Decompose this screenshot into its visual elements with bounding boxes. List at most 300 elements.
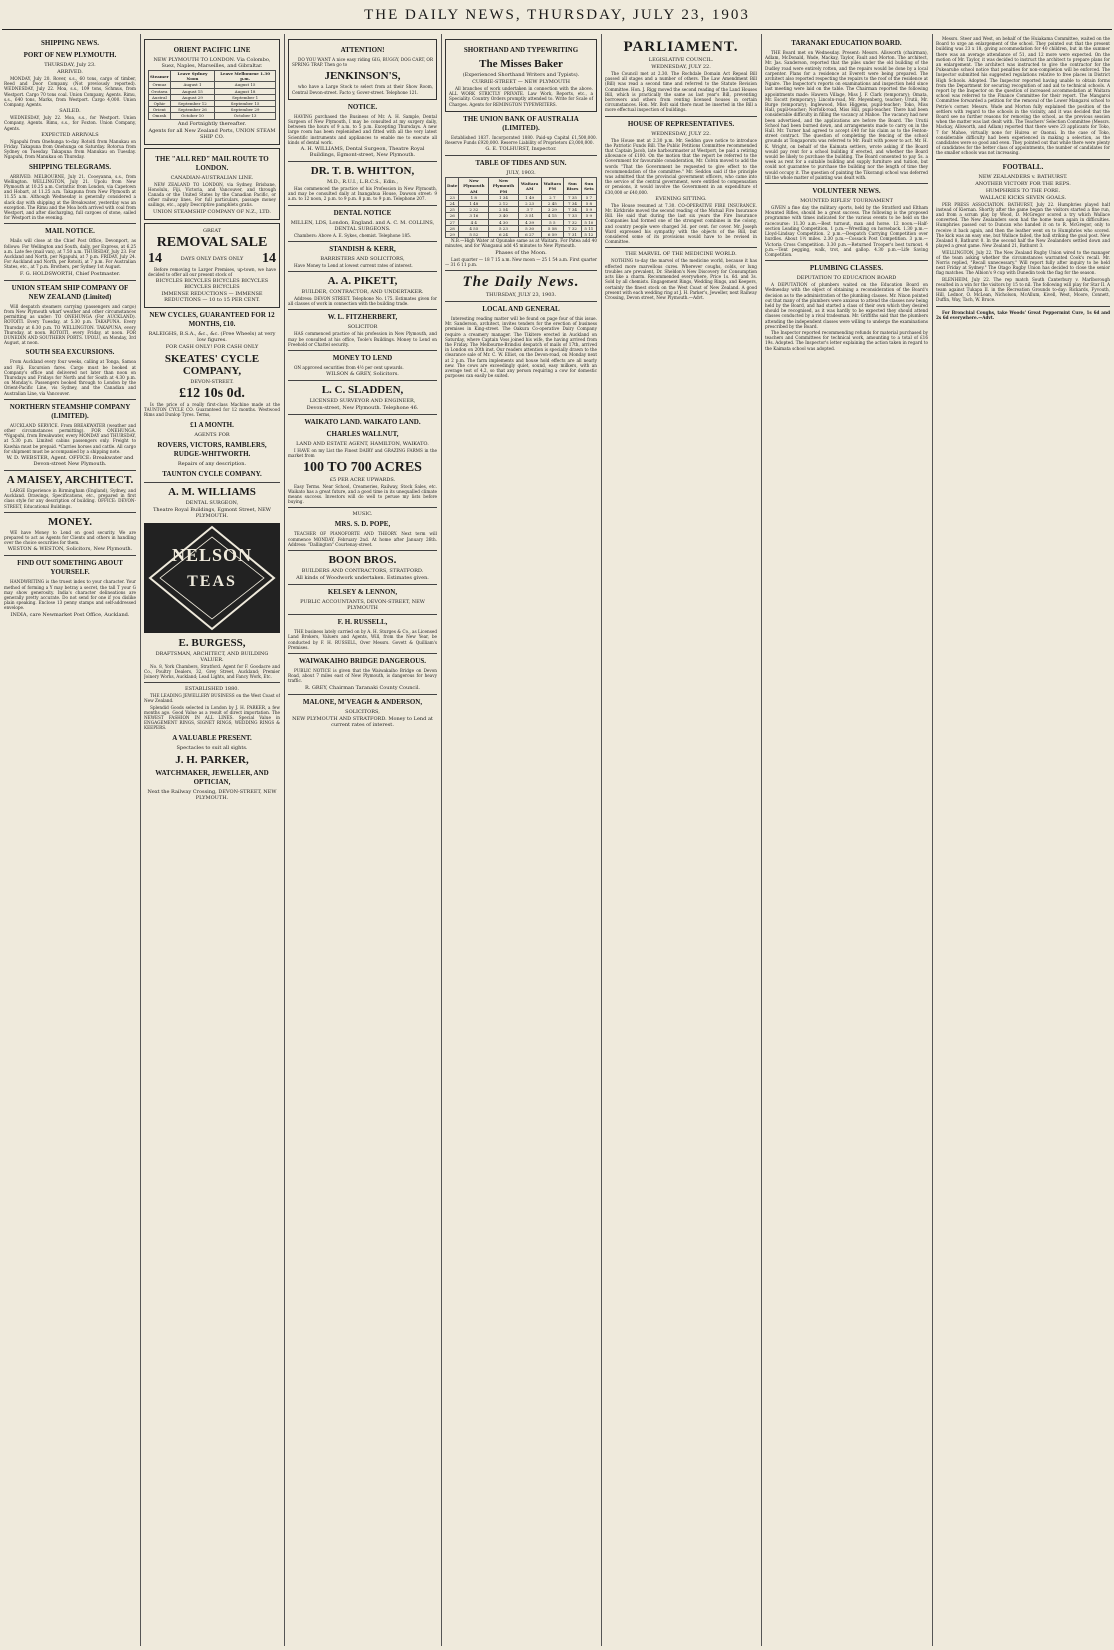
- fitzherbert-subheading: SOLICITOR: [347, 324, 378, 331]
- millen-text: Chambers: Above A. E. Sykes, chemist. Telephone 185.: [294, 232, 412, 238]
- table-cell: 28: [446, 225, 459, 231]
- all-red-subheading: CANADIAN-AUSTRALIAN LINE.: [170, 174, 254, 181]
- divider: [4, 555, 136, 556]
- nelson-logo-text: NELSON: [171, 544, 253, 565]
- skeates-address: DEVON-STREET.: [190, 379, 234, 386]
- council-heading: LEGISLATIVE COUNCIL.: [648, 57, 714, 63]
- table-cell: 3 51: [518, 213, 541, 219]
- column-advertisements-2: [288, 36, 437, 1644]
- table-cell: September 15: [215, 101, 276, 107]
- table-cell: September 29: [215, 107, 276, 113]
- column-separator: [932, 34, 933, 1646]
- malone-subheading: SOLICITORS,: [345, 708, 380, 715]
- whitton-text: Has commenced the practice of his Profession in New Plymouth, and may be consulted daily at Inangahua House, Dawson street: 9 a.m. to 12 noon, 2 p.m. to 9 p.m. 8 p.m. to 9 p.m. Telephone 207.: [288, 186, 437, 202]
- table-cell: 6 59: [541, 232, 564, 238]
- pikett-heading: A. A. PIKETT,: [327, 275, 398, 288]
- table-cell: Omrah: [149, 113, 171, 119]
- table-cell: 24: [446, 201, 459, 207]
- taunton-heading: TAUNTON CYCLE COMPANY.: [162, 469, 262, 478]
- money-to-lend-signature: WILSON & GREY, Solicitors.: [326, 371, 399, 378]
- schedule-header: Leave Melbourne 1.30 p.m.: [215, 71, 276, 82]
- orient-heading: ORIENT PACIFIC LINE: [173, 46, 251, 54]
- jenkinson-heading: JENKINSON'S,: [324, 70, 401, 83]
- masthead-title: THE DAILY NEWS, THURSDAY, JULY 23, 1903: [364, 7, 750, 23]
- blenheim-text: BLENHEIM, July 22. The rep match South Canterbury v. Marlborough resulted in a win for the visitors by 15 to nil. The following will play for Star II. A team against Tukapa II. in the Recreation Grounds to-day: Rickards, Fyvouth, Hill, Lednor, O. McLean, Nicholson, McAllum, Kivell, West, Moore, Connett, Duffin, Way, Tach, W. Bruce.: [936, 276, 1110, 303]
- divider: [4, 399, 136, 400]
- plumbing-subheading: DEPUTATION TO EDUCATION BOARD: [796, 275, 897, 282]
- pikett-text: Address: DEVON STREET. Telephone No. 175. Estimates given for all classes of work in connection with the building trade.: [288, 296, 437, 307]
- all-red-signature: UNION STEAMSHIP COMPANY OF N.Z., LTD.: [153, 208, 271, 215]
- table-cell: 5 5: [541, 219, 564, 225]
- orient-subheading: NEW PLYMOUTH TO LONDON. Via Colombo, Suez, Naples, Marseilles, and Gibraltar.: [153, 57, 271, 69]
- football-subheading-4: WALLACE KICKS SEVEN GOALS.: [979, 194, 1067, 201]
- table-cell: October 13: [215, 113, 276, 119]
- tide-header: New Plymouth PM: [489, 178, 519, 195]
- schedule-header: Leave Sydney Noon: [170, 71, 214, 82]
- daily-news-title: The Daily News.: [462, 274, 580, 291]
- table-cell: 5 58: [541, 225, 564, 231]
- northern-heading: NORTHERN STEAMSHIP COMPANY (LIMITED).: [9, 402, 131, 420]
- column-separator: [441, 34, 442, 1646]
- tide-note: N.B.—High Water at Opunake same as at Waitara. For Patea add 40 minutes, and for Wanganui add 45 minutes to New Plymouth.: [445, 238, 597, 249]
- telegrams-heading: SHIPPING TELEGRAMS.: [29, 162, 111, 171]
- kelsey-subheading: PUBLIC ACCOUNTANTS, DEVON-STREET, NEW PLYMOUTH: [300, 599, 425, 612]
- standish-heading: STANDISH & KERR,: [329, 244, 396, 253]
- boon-subheading: BUILDERS AND CONTRACTORS, STRATFORD.: [301, 568, 424, 575]
- baker-address: CURRIE-STREET — NEW PLYMOUTH: [472, 79, 570, 85]
- tide-header: New Plymouth AM: [459, 178, 489, 195]
- established-label: ESTABLISHED 1880.: [184, 686, 240, 693]
- table-cell: 25: [446, 207, 459, 213]
- table-cell: 4 30: [489, 219, 519, 225]
- union-steam-text: Will despatch steamers carrying (passengers and cargo) from New Plymouth wharf weather and other circumstances permitting as under: TO ONEHUNGA (For AUCKLAND). ROTOITI. Every Tuesday, at 5.30 p.m. TAKAPUNA. Every Thursday at 6.30 p.m. TO WELLINGTON. TAKAPUNA, every Thursday, at noon. ROTOITI, every Friday, at noon. FOR DUNEDIN AND SOUTHERN PORTS. UPOLU, on Monday, 3rd August, at noon.: [4, 303, 136, 346]
- tide-header: Sun Rises: [564, 178, 582, 195]
- maisey-text: LARGE Experience in Birmingham (England), Sydney, and Auckland. Drawings, Specifications, etc., prepared in first class style for any description of building. OFFICE: DEVON-STREET, Educational Buildings.: [4, 487, 136, 509]
- table-cell: 6 27: [518, 232, 541, 238]
- raleighs-text: RALEIGHS, B.S.A., &c., &c. (Free Wheels) at very low figures.: [148, 331, 276, 344]
- malone-heading: MALONE, M'VEAGH & ANDERSON,: [302, 697, 423, 706]
- notice-signature: A. H. WILLIAMS, Dental Surgeon, Theatre Royal Buildings, Egmont-street, New Plymouth.: [300, 146, 425, 159]
- local-general-heading: LOCAL AND GENERAL: [482, 305, 560, 314]
- divider: [445, 155, 597, 156]
- money-text: WE have Money to Lend on good security. We are prepared to act as Agents for Clients and others in handling over the choice securities for them.: [4, 529, 136, 546]
- music-heading: MUSIC.: [352, 511, 373, 518]
- plumbing-text-2: The Inspector reported recommending refunds for material purchased by teachers and Committees for technical work, amounting to a total of £16 19s. Adopted. The Inspector's letter explaining the action taken in regard to the Kaimata school was adopted.: [765, 329, 928, 351]
- column-separator: [601, 34, 602, 1646]
- wallnut-subheading: LAND AND ESTATE AGENT, HAMILTON, WAIKATO.: [296, 441, 429, 448]
- table-cell: 5 11: [581, 225, 596, 231]
- notice-heading: NOTICE.: [347, 102, 378, 111]
- table-cell: 5 52: [459, 232, 489, 238]
- days-number: 14: [148, 250, 162, 266]
- tide-table: [445, 177, 597, 238]
- house-text: The House met at 2.30 p.m. Mr. Seddon gave notice to introduce the Patriotic Funds Bill. The Public Petitions Committee recommended that Captain Jacob, late harbourmaster at Westport, be paid a retiring allowance of £100. On the motion that the report be referred to the Government for favourable consideration, Mr. Colvin moved to add the words "That the Government be requested to give effect to the recommendation of the committee." Mr. Seddon said if the principle was admitted that the provincial government officers, who came into the service of the central government, were entitled to compensation or pensions, it would involve the Government in an expenditure of £30,000 or £40,000.: [605, 137, 757, 195]
- table-cell: September 12: [170, 101, 214, 107]
- table-cell: Orotava: [149, 88, 171, 94]
- column-separator: [140, 34, 141, 1646]
- parliament-heading: PARLIAMENT.: [623, 39, 739, 55]
- table-cell: 5 30: [518, 225, 541, 231]
- pope-text: TEACHER OF PIANOFORTE AND THEORY. Next term will commence MONDAY, February 2nd. At home after January 26th. Address: "Dallington" Courtenay-street.: [288, 531, 437, 547]
- williams-address: Theatre Royal Buildings, Egmont Street, NEW PLYMOUTH.: [153, 506, 271, 519]
- football-text: PER PRESS ASSOCIATION. BATHURST, July 22. Humphries played half instead of Kiernan. Shortly after the game began the visitors started a fine run, and from a scrum play by Wood, D. McGregor scored a try which Wallace converted. The New Zealanders soon had the home team again in difficulties. Humphries passed out to Duncan who handed it on to R. McGregor, only to receive it back again, and then the leather went on to Humphries who scored. The kick was an easy one, but Wallace failed, the ball striking the goal post. New Zealand 8, Bathurst 0. In the second half the New Zealanders settled down and played a great game. New Zealand 21, Bathurst 3.: [936, 201, 1110, 249]
- baker-subheading: (Experienced Shorthand Writers and Typists).: [462, 72, 580, 78]
- bridge-heading: WAIWAKAIHO BRIDGE DANGEROUS.: [299, 656, 426, 665]
- maisey-heading: A MAISEY, ARCHITECT.: [6, 473, 134, 486]
- table-cell: 2 32: [459, 207, 489, 213]
- house-heading: HOUSE OF REPRESENTATIVES.: [627, 119, 735, 128]
- table-cell: 3 40: [489, 213, 519, 219]
- days-only-banner: [148, 251, 276, 267]
- shipping-heading: SHIPPING NEWS.: [41, 39, 99, 47]
- all-red-route-ad: [144, 148, 280, 220]
- money-signature: WESTON & WESTON, Solicitors, New Plymouth.: [7, 546, 133, 553]
- divider: [288, 694, 437, 695]
- price-label: £12 10s 0d.: [179, 386, 245, 402]
- daily-news-date: THURSDAY, JULY 23, 1903.: [485, 292, 557, 299]
- notice-text: HAVING purchased the Business of Mr. A. H. Sample, Dental Surgeon of New Plymouth, I may be consulted at my surgery daily, between the hours of 9 a.m. to 5 p.m. Excepting Thursdays. A new large room has been replenished and fitted with all the very latest Scientific instruments and appliances to enable me to execute all kinds of dental work.: [288, 113, 437, 145]
- pope-heading: MRS. S. D. POPE,: [334, 520, 391, 529]
- table-cell: August 15: [170, 88, 214, 94]
- removal-text: Before removing to Larger Premises, up-town, we have decided to offer all our present stock of: [148, 266, 276, 277]
- removal-sale-ad: [144, 223, 280, 308]
- table-cell: 3 29: [541, 207, 564, 213]
- northern-signature: W. D. WEBSTER, Agent. OFFICE: Breakwater and Devon-street New Plymouth.: [6, 454, 134, 467]
- valuable-present-heading: A VALUABLE PRESENT.: [172, 733, 252, 742]
- divider: [288, 380, 437, 381]
- table-cell: 5 7: [581, 194, 596, 200]
- standish-subheading: BARRISTERS AND SOLICITORS,: [320, 255, 405, 262]
- table-cell: 1 8: [459, 194, 489, 200]
- mail-heading: MAIL NOTICE.: [45, 227, 95, 236]
- parker-heading: J. H. PARKER,: [175, 753, 249, 766]
- table-cell: 6 24: [489, 232, 519, 238]
- tide-table-heading: TABLE OF TIDES AND SUN.: [475, 159, 567, 168]
- orient-pacific-ad: [144, 39, 280, 145]
- football-heading: FOOTBALL.: [1002, 162, 1044, 171]
- all-red-heading: THE "ALL RED" MAIL ROUTE TO LONDON.: [155, 154, 269, 172]
- repairs-text: Repairs of any description.: [177, 460, 247, 467]
- bridge-text: PUBLIC NOTICE is given that the Waiwakaiho Bridge on Devon Road, about 7 miles east of New Plymouth, is dangerous for heavy traffic.: [288, 667, 437, 684]
- baker-heading: The Misses Baker: [479, 58, 563, 70]
- jenkinson-text: who have a Large Stock to select from at their Show Room, Central Devon-street. Facto y, Gover-street. Telephone 121.: [292, 84, 433, 95]
- boon-text: All kinds of Woodwork undertaken. Estimates given.: [296, 575, 429, 582]
- great-label: GREAT: [202, 227, 222, 234]
- column-parliament: [605, 36, 757, 1644]
- council-date: WEDNESDAY, JULY 22.: [651, 64, 711, 70]
- table-cell: 3 16: [459, 213, 489, 219]
- shorthand-ad: [445, 39, 597, 112]
- table-cell: 5 8: [581, 201, 596, 207]
- table-cell: 2 45: [541, 201, 564, 207]
- divider: [288, 653, 437, 654]
- table-cell: October 10: [170, 113, 214, 119]
- education-board-heading: TARANAKI EDUCATION BOARD.: [791, 39, 902, 47]
- column-advertisements-1: [144, 36, 280, 1644]
- wellington-text: WELLINGTON, July 22. The New Zealand Rugby Union wired to the manager of the team asking whether the circumstances warranted Cook's recall. Mr. Norris replied, "Recall unnecessary." Will report fully after inquiry to be held next Friday at Sydney." The Otago Rugby Union has decided to close the senior flag matches. The Albion's 9 cup with Dunedin took the flag for the season.: [936, 249, 1110, 276]
- table-cell: 4 4: [459, 219, 489, 225]
- table-cell: Orient: [149, 107, 171, 113]
- plumbing-text: A DEPUTATION of plumbers waited on the Education Board on Wednesday with the object of obtaining a reconsideration of the Board's decision as to the administration of the plumbing classes. Mr. Nixon pointed out that many of the plumbers were anxious to attend the classes now being held by the Board, and had started a class of their own which they desired should be recognised, as it was hardly to be expected they should attend classes conducted by a rival tradesman. Mr. Griffiths said that the plumbers attending the independent classes were willing to undergo the examinations prescribed by the Board.: [765, 282, 928, 329]
- attention-ad: [288, 39, 437, 100]
- mail-text: Mails will close at the Chief Post Office, Devonport, as follows: For Wellington and South, daily, per Express, at 6.25 a.m. Late fee (mail van), at 7.50 a.m. THURSDAY, July 23. For Auckland and North, per Ngapuhi, at 7 p.m. FRIDAY, July 24. For Auckland and North, per Rotoiti, at 7 p.m. For Australian States, etc., at 7 p.m. Brothers, per Sydney 1st August.: [4, 238, 136, 270]
- divider: [144, 682, 280, 683]
- table-cell: 5 9: [581, 213, 596, 219]
- divider: [4, 512, 136, 513]
- excursion-heading: SOUTH SEA EXCURSIONS.: [25, 348, 115, 357]
- divider: [288, 205, 437, 206]
- money-to-lend-heading: MONEY TO LEND: [332, 354, 393, 363]
- acres-heading: 100 TO 700 ACRES: [303, 459, 422, 475]
- fitzherbert-heading: W. L. FITZHERBERT,: [327, 313, 398, 322]
- column-education-board: [765, 36, 928, 1644]
- table-row: [446, 232, 597, 238]
- column-separator: [761, 34, 762, 1646]
- table-cell: 2 54: [489, 207, 519, 213]
- tide-header: Waitara PM: [541, 178, 564, 195]
- plumbing-heading: PLUMBING CLASSES.: [809, 264, 884, 273]
- masthead-rule: [2, 29, 1112, 30]
- whitton-heading: DR. T. B. WHITTON,: [310, 165, 415, 178]
- malone-text: NEW PLYMOUTH AND STRATFORD. Money to Lend at current rates of interest.: [292, 715, 433, 728]
- tide-header: Sun Sets: [581, 178, 596, 195]
- table-cell: 5 12: [581, 232, 596, 238]
- column-separator: [284, 34, 285, 1646]
- sailed-heading: SAILED.: [59, 108, 81, 115]
- table-cell: 5 23: [489, 225, 519, 231]
- table-cell: Austral: [149, 94, 171, 100]
- shipping-date: THURSDAY, July 23.: [44, 62, 96, 68]
- sailed-text: WEDNESDAY, July 22. Moa, s.s., for Westport. Union Company, Agents. Rimu, s.s., for Foxton. Union Company, Agents.: [4, 115, 136, 131]
- divider: [288, 271, 437, 272]
- divider: [605, 247, 757, 248]
- table-cell: 29: [446, 232, 459, 238]
- table-cell: 7 31: [564, 232, 582, 238]
- evening-text: The House resumed at 7.30. CO-OPERATIVE FIRE INSURANCE. Mr. Kirkbride moved the second reading of the Mutual Fire Insurance Bill. He said that during the last six years the Fire Insurance Companies had formed one of the strongest combines in the colony, and country people were charged 3d. per cent. for cover. Mr. Joseph Ward expressed his sympathy with the objects of the Bill, but considered some of its provisions would have to be revised in Committee.: [605, 202, 757, 245]
- divider: [288, 614, 437, 615]
- whitton-subheading: M.D., R.U.I., L.R.C.S., Edin.,: [326, 179, 399, 186]
- bicycles-list: BICYCLES BICYCLES BICYCLES BICYCLES BICYCLES BICYCLES: [155, 278, 269, 291]
- cash-only-label: FOR CASH ONLY! FOR CASH ONLY: [165, 344, 259, 351]
- divider: [288, 414, 437, 415]
- parker-subheading: WATCHMAKER, JEWELLER, AND OPTICIAN,: [155, 768, 269, 786]
- kelsey-heading: KELSEY & LENNON,: [327, 588, 398, 597]
- table-cell: August 18: [215, 88, 276, 94]
- masthead: [0, 0, 1114, 30]
- all-red-text: NEW ZEALAND TO LONDON, via Sydney, Brisbane, Honolulu, Fiji, Victoria, and Vancouver, and through Canada or the United States by the Canadian Pacific, or other railway lines. For full particulars, passage money sailings, etc., apply Descriptive pamphlets gratis.: [148, 181, 276, 208]
- expected-heading: EXPECTED ARRIVALS: [41, 131, 99, 138]
- divider: [144, 482, 280, 483]
- divider: [4, 223, 136, 224]
- days-only-label: DAYS ONLY DAYS ONLY: [180, 255, 244, 262]
- arrived-heading: ARRIVED.: [57, 69, 83, 75]
- column-editorial-1: [445, 36, 597, 1644]
- table-cell: 2 23: [518, 201, 541, 207]
- union-bank-heading: THE UNION BANK OF AUSTRALIA (LIMITED).: [463, 114, 579, 132]
- days-number: 14: [261, 250, 276, 266]
- divider: [445, 301, 597, 302]
- table-cell: 7 32: [564, 219, 582, 225]
- table-cell: 7 32: [564, 225, 582, 231]
- divider: [605, 116, 757, 117]
- brands-list: ROVERS, VICTORS, RAMBLERS, RUDGE-WHITWORTH.: [157, 440, 267, 458]
- tide-header: Date: [446, 178, 459, 195]
- table-cell: 27: [446, 219, 459, 225]
- table-cell: Ormuz: [149, 82, 171, 88]
- orient-footer: And Fortnightly thereafter.: [177, 120, 247, 127]
- baker-text: All branches of work undertaken in connection with the above. ALL WORK STRICTLY PRIVATE. Law Work, Reports, etc., a Speciality. Country Orders promptly attended to. Write for Scale of Charges. Agents for REMINGTON TYPEWRITERS.: [449, 86, 593, 107]
- russell-heading: F. H. RUSSELL,: [337, 618, 388, 627]
- acres-subheading: £5 PER ACRE UPWARDS.: [329, 476, 396, 483]
- table-cell: 2 7: [541, 194, 564, 200]
- boon-heading: BOON BROS.: [328, 554, 397, 567]
- teas-logo-text: TEAS: [187, 572, 237, 590]
- divider: [288, 309, 437, 310]
- burgess-heading: E. BURGESS,: [178, 636, 246, 649]
- divider: [4, 280, 136, 281]
- divider: [936, 306, 1110, 307]
- williams-heading: A. M. WILLIAMS: [168, 485, 256, 498]
- table-cell: August 15: [215, 82, 276, 88]
- table-cell: 4 15: [541, 213, 564, 219]
- table-cell: 23: [446, 194, 459, 200]
- standish-text: Have Money to Lend at lowest current rates of interest.: [294, 262, 413, 268]
- table-cell: 5 10: [581, 219, 596, 225]
- divider: [765, 183, 928, 184]
- parker-text: Splendid Goods selected in London by J. H. PARKER, a few months ago. Good Value as a result of direct importation. The NEWEST FASHION IN ALL LINES. Special Value in ENGAGEMENT RINGS, SIGNET RINGS, WEDDING RINGS & KEEPERS.: [144, 704, 280, 731]
- table-cell: 1 49: [518, 194, 541, 200]
- divider: [288, 584, 437, 585]
- table-cell: August 1: [170, 82, 214, 88]
- telegrams-text: ARRIVED. MELBOURNE, July 21. Cooeyanna, s.s., from Wellington. WELLINGTON, July 21. Upolu from New Plymouth at 10.25 a.m. Corinthic from London, via Capetown and Hobart, at 11.25 a.m. Takapuna from New Plymouth at 11.55 a.m. Although Wednesday is generally considered a slack day with shipping at the Breakwater, yesterday was an exception. The Rimu and the Moa both arrived with coal from Westport, and after discharging, full cargoes of stone, sailed for Westport in the evening.: [4, 173, 136, 221]
- spectacles-text: Spectacles to suit all sights.: [176, 744, 248, 751]
- money-heading: MONEY.: [48, 515, 92, 528]
- divider: [288, 507, 437, 508]
- new-cycles-heading: NEW CYCLES, GUARANTEED FOR 12 MONTHS, £10.: [149, 311, 275, 329]
- wallnut-text: I HAVE on my List the Finest DAIRY and GRAZING FARMS in the market from: [288, 448, 437, 459]
- attention-heading: ATTENTION!: [340, 46, 385, 54]
- orient-agents: Agents for all New Zealand Ports, UNION STEAM SHIP CO.: [148, 127, 276, 140]
- find-out-signature: INDIA, care Newmarket Post Office, Auckland.: [10, 611, 130, 618]
- table-cell: Ophir: [149, 101, 171, 107]
- reductions-label: IMMENSE REDUCTIONS — IMMENSE REDUCTIONS — 10 to 15 PER CENT.: [161, 291, 263, 304]
- football-subheading-3: HUMPHRIES TO THE FORE.: [985, 187, 1061, 194]
- marvel-text: NOTHING to-day the marvel of the medicine world, because it has effected more marvellous cures. Wherever coughs, colds, or lung troubles are prevalent, Dr. Sheldon's New Discovery for Consumption acts like a charm. Recommended everywhere, Price 1s. 6d. and 3s. Sold by all chemists. Engagement Rings, Wedding Rings, and Keepers, certainly the finest stock on the West Coast of New Zealand. A good present with each wedding ring at J. H. Parker's, Jeweller, next Railway Crossing, Devon street, New Plymouth.—Advt.: [605, 258, 757, 300]
- mail-signature: F. G. HOLDSWORTH, Chief Postmaster.: [19, 270, 121, 277]
- orient-schedule-table: [148, 70, 276, 120]
- money-to-lend-text: ON approved securities from 4½ per cent upwards.: [294, 365, 404, 371]
- nelson-teas-ad: [144, 523, 280, 633]
- table-cell: 5 9: [581, 207, 596, 213]
- football-subheading: NEW ZEALANDERS v. BATHURST.: [978, 173, 1068, 180]
- agents-for-label: AGENTS FOR: [194, 431, 230, 438]
- house-date: WEDNESDAY, JULY 22.: [651, 130, 711, 137]
- table-cell: 7 33: [564, 213, 582, 219]
- excursion-text: From Auckland every four weeks, calling at Tonga, Samoa and Fiji. Excursion fares. Cargo must be booked at Company's office and delivered not later than noon on Thursdays and Fridays for North and for South at 4.30 p.m. on Monday's. Passengers booked through to London by the Orient-Pacific Line, vis Sydney, and the Canadian and Australian Line, via Vancouver.: [4, 359, 136, 396]
- column-shipping: [4, 36, 136, 1644]
- sladden-heading: L. C. SLADDEN,: [321, 384, 404, 397]
- table-cell: August 29: [170, 94, 214, 100]
- council-text: The Council met at 2.30. The Rochdale Domain Act Repeal Bill passed all stages and a number of others. The Law Amendment Bill (Bill) was read a second time and referred to the Statute Revision Committee. Hon. J. Rigg moved the second reading of the Land Houses Bill, which is practically the same as last year's Bill, preventing borrowers and others from renting licensed houses in certain circumstances. Hon. Mr. Bolt said there must be inserted in the Bill a more effectual inspection of buildings.: [605, 71, 757, 113]
- waikato-heading: WAIKATO LAND. WAIKATO LAND.: [304, 418, 421, 427]
- port-heading: PORT OF NEW PLYMOUTH.: [23, 51, 117, 59]
- moon-phases-text: Last quarter — 18 7 15 a.m. New moon — 25 1 54 a.m. First quarter — 31 6 11 p.m.: [445, 256, 597, 267]
- williams-subheading: DENTAL SURGEON,: [185, 499, 239, 506]
- schedule-header: Steamer: [149, 71, 171, 82]
- divider: [288, 350, 437, 351]
- find-out-heading: FIND OUT SOMETHING ABOUT YOURSELF.: [17, 559, 123, 577]
- fitzherbert-text: HAS commenced practice of his profession in New Plymouth, and may be consulted at his office, Toole's Buildings. Money to Lend on Freehold or Chattel security.: [288, 331, 437, 347]
- month-terms: £1 A MONTH.: [190, 420, 234, 429]
- table-cell: 26: [446, 213, 459, 219]
- bridge-signature: R. GREY, Chairman Taranaki County Council.: [304, 684, 421, 691]
- table-row: [149, 113, 276, 119]
- divider: [445, 270, 597, 271]
- wallnut-heading: CHARLES WALLNUT,: [326, 430, 399, 439]
- union-bank-signature: G. E. TOLHURST, Inspector.: [485, 146, 557, 153]
- shorthand-heading: SHORTHAND AND TYPEWRITING: [463, 46, 579, 54]
- union-bank-text: Established 1837. Incorporated 1880. Paid-up Capital £1,500,000. Reserve Funds £920,000. Reserve Liability of Proprietors £3,000,000.: [445, 134, 597, 146]
- divider: [288, 241, 437, 242]
- arrived-text: MONDAY, July 20. Rover, s.s., 60 tons, cargo of timber, Reed and Door Company. (Not previously reported). WEDNESDAY, July 22. Moa, s.s., 109 tons, Schmus, from Westport. Cargo 70 tons coal. Union Company, Agents. Rimu, s.s., 640 tons, Marks, from Westport. Cargo 4,000. Union Company, Agents.: [4, 76, 136, 108]
- football-subheading-2: ANOTHER VICTORY FOR THE REPS.: [975, 180, 1071, 187]
- find-out-text: HANDWRITING is the truest index to your character. Your method of forming a Y may betray a secret, the tall T your G may show generosity. India's character delineations are generally pretty accurate. Do not send for one if you dislike plain speaking. Enclose 13 penny stamps and self-addressed envelope.: [4, 579, 136, 611]
- moon-phases-heading: Phases of the Moon.: [495, 249, 547, 256]
- price-text: Is the price of a really first-class Machine made at the TAUNTON CYCLE CO. Guaranteed for 12 months. Westwood Rims and Dunlop Tyres. Terms,: [144, 402, 280, 418]
- millen-heading: MILLEN, LDS, London, England. and A. C. M. COLLINS, DENTAL SURGEONS.: [290, 219, 435, 232]
- sladden-text: Devon-street, New Plymouth. Telephone 46.: [306, 405, 419, 412]
- volunteer-subheading: MOUNTED RIFLES' TOURNAMENT: [800, 198, 893, 205]
- removal-sale-heading: REMOVAL SALE: [156, 234, 268, 250]
- local-general-text: Interesting reading matter will be found on page four of this issue. Mr. Sanderson, architect, invites tenders for the erection of business premises in King-street. The Oakura Co-operative Dairy Company require a creamery manager. The Tikitere erected in Auckland on Saturday, where Captain Voss joined his wife, the having arrived from the Friday. The Melbourne-Brindisi despatch of mails of 17th, arrived in London on 20th inst. Our readers attention is specially drawn to the clearance sale of Mr. C. W. Elliot, on the Devon-road, on Monday next at 2 p.m. The farm implements and house hold effects are all nearly new. The cows are exceedingly quiet, sound, easy milkers, with an average test of 4.2, so that any person requiring a cow for domestic purposes can easily be suited.: [445, 316, 597, 379]
- table-cell: 2 12: [489, 201, 519, 207]
- dental-notice-heading: DENTAL NOTICE: [333, 208, 392, 217]
- marvel-heading: THE MARVEL OF THE MEDICINE WORLD.: [625, 251, 737, 258]
- table-cell: 7 35: [564, 194, 582, 200]
- peppermint-cure-ad: For Bronchial Coughs, take Woods' Great Peppermint Cure, 1s 6d and 2s 6d everywhere.—Advt.: [936, 309, 1110, 320]
- sladden-subheading: LICENSED SURVEYOR AND ENGINEER,: [309, 398, 416, 405]
- table-cell: 4 39: [518, 219, 541, 225]
- parker-intro: THE LEADING JEWELLERY BUSINESS on the West Coast of New Zealand.: [144, 693, 280, 704]
- education-board-text: THE Board met on Wednesday. Present: Messrs. Allsworth (chairman), Adlam, McDonald, Wade, Mackay, Taylor, Fault and Morton. The architect, Mr. Jas. Sanderson, reported that the piles under the old building of the Dudley road were entirely rotten, and the repairs would be done by a local carpenter. Plans for a residence at Everett were being prepared. The architect also reported respecting the repairs to the roof of the residence at Ngaire. The Inspector's reports on examinations and inspection held since last meeting were laid on the table. The Chairman reported the following appointments made: Hawera Village, Miss J. F. Clark (temporary); Omata, Mr. Escott (temporary); Lincoln-road, Mr. Meyenberg, teacher; Urutii, Mr. Burge (temporary); Inglewood, Miss Higgens, pupil-teacher; Toko, Miss Hall, pupil-teacher; Norfolk-road, Miss Hill, pupil-teacher. There had been considerable difficulty in filling the vacancy at Mahoe. The vacancy had now been advertised, and the applications are before the Board. The Urutii School had been burned down, and arrangements made to carry on in the Hall. Mr. Turner had agreed to accept £40 for his claim as to the Fenton-street contract. The question of completing the fencing of the school grounds at Tongaporutu was referred to Mr. Fault with power to act. Mr. H. K. Wright, on behalf of the Kaimata settlers, wrote asking if the Board would pay rent for a school building if erected, and whether the Board would be likely to purchase the building. The Board consented to pay 5s. a week as rent for a suitable building and supply furniture and tuition, but could not guarantee to purchase the building nor the length of time they would occupy it. The question of painting the Tikorangi school was deferred till the whole matter of painting was dealt with.: [765, 50, 928, 180]
- union-steam-heading: UNION STEAM SHIP COMPANY OF NEW ZEALAND (Limited): [11, 283, 129, 301]
- divider: [288, 161, 437, 162]
- table-cell: 4 55: [459, 225, 489, 231]
- divider: [288, 550, 437, 551]
- tide-header: Waitara AM: [518, 178, 541, 195]
- board-continued-text: Messrs. Steer and West, on behalf of the Huiakama Committee, waited on the Board to urge an enlargement of the school. They pointed out that the present building was 23 x 18, giving accommodation for 40 children, but in the summer there was an average attendance of 51, and 12 more were expected. On the motion of Mr. Taylor, it was decided to instruct the architect to prepare plans for an enlargement. The architect was instructed to give the contractor for the Pukearuhe school notice that penalties for non-completion will be enforced. The Inspector submitted his suggested regulations relative to free places in District High Schools. Adopted. The Inspector reported having unable to obtain forms from the Department for securing recognition of and aid to technical schools. A report by the Inspector on the question of increased accommodation at Waitara school was referred to the Finance Committee for their report. The Mangaroi Committee forwarded a petition for the removal of the Lower Mangaroi school to Petrie's corner. Messrs. Wade and Morton fully explained the position of the settlers with regard to the schools in the vicinity, and it was decided that the Board see no further reasons for removing the school, as the previous session when the matter was last dealt with. The Teachers' Selection Committee (Messrs. Mackay, Allsworth, and Adlam) reported that there were 23 applicants for Toko, 7 for Mahoe, virtually none for Huirea or Oaonui. In the case of Toko, considerable difficulty had been experienced in making a selection, as the candidates were so good and even. They pointed out that while there were plenty of candidates for the better class of appointments, the number of candidates for the smaller schools was not increasing.: [936, 36, 1110, 156]
- volunteer-text: GIVEN a fine day the military sports, held by the Stratford and Eltham Mounted Rifles, should be a great success. The following is the proposed programme with times indicated for the various events to be held on the racecourse: 11.30 a.m.—Best turnout, man and horse. 12 noon.—Half-section Leading Competition. 1 p.m.—Wrestling on horseback. 1.30 p.m.—Lloyd-Lindsay Competition. 2 p.m.—Despatch Carrying Competition over hurdles. About 1½ miles. 2.30 p.m.—Cossack Post Competition. 3 p.m.—Victoria Cross Competition. 3.30 p.m.—Returned Trooper's best turnout. 4 p.m.—Tent pegging, walk, trot, and gallop. 4.30 p.m.—Life Saving Competition.: [765, 205, 928, 257]
- table-cell: 7 34: [564, 201, 582, 207]
- tide-table-subheading: JULY, 1903.: [506, 170, 536, 177]
- parker-address: Next the Railway Crossing, DEVON-STREET, NEW PLYMOUTH.: [147, 788, 277, 801]
- divider: [765, 260, 928, 261]
- acres-text: Easy Terms. Near School, Creameries, Railway, Stock Sales, etc. Waikato has a great future, and a good time in its unequalled climate means success. Investors will do well to peruse my lists before buying.: [288, 483, 437, 505]
- russell-text: THE business lately carried on by A. H. Sturges & Co., as Licensed Land Brokers, Valuers and Agents, Will, from the New Year, be conducted by F. H. RUSSELL, Over Messrs. Govett & Quilliam's Premises.: [288, 629, 437, 650]
- pikett-subheading: BUILDER, CONTRACTOR, AND UNDERTAKER.: [301, 289, 424, 296]
- northern-text: AUCKLAND SERVICE. From BREAKWATER (weather and other circumstances permitting). FOR ONEHUNGA. *Ngapuhi, from Breakwater, every MONDAY and THURSDAY, at 5.30 p.m. Limited cabins passengers only. Freight to Kawhia must be prepaid. *Carries horses and cattle. All cargo for shipment must be accompanied by a shipping note.: [4, 422, 136, 454]
- attention-text: DO YOU WANT A nice easy riding GIG, BUGGY, DOG CART, OR SPRING TRAP. Then go to: [292, 57, 433, 68]
- table-cell: 1 34: [489, 194, 519, 200]
- column-football: [936, 36, 1110, 1644]
- skeates-heading: SKEATES' CYCLE COMPANY,: [164, 353, 260, 378]
- table-cell: September 1: [215, 94, 276, 100]
- table-cell: 3 7: [518, 207, 541, 213]
- burgess-text: No. 8, York Chambers, Stratford. Agent for F. Goodacre and Co., Poultry Dealers, 32, Grey Street, Auckland; Premier Joinery Works, Auckland; Lead Lights, and Fancy Work, Etc.: [144, 663, 280, 680]
- volunteer-heading: VOLUNTEER NEWS.: [812, 187, 881, 196]
- burgess-subheading: DRAFTSMAN, ARCHITECT, AND BUILDING VALUER.: [155, 650, 269, 663]
- evening-heading: EVENING SITTING.: [655, 195, 707, 202]
